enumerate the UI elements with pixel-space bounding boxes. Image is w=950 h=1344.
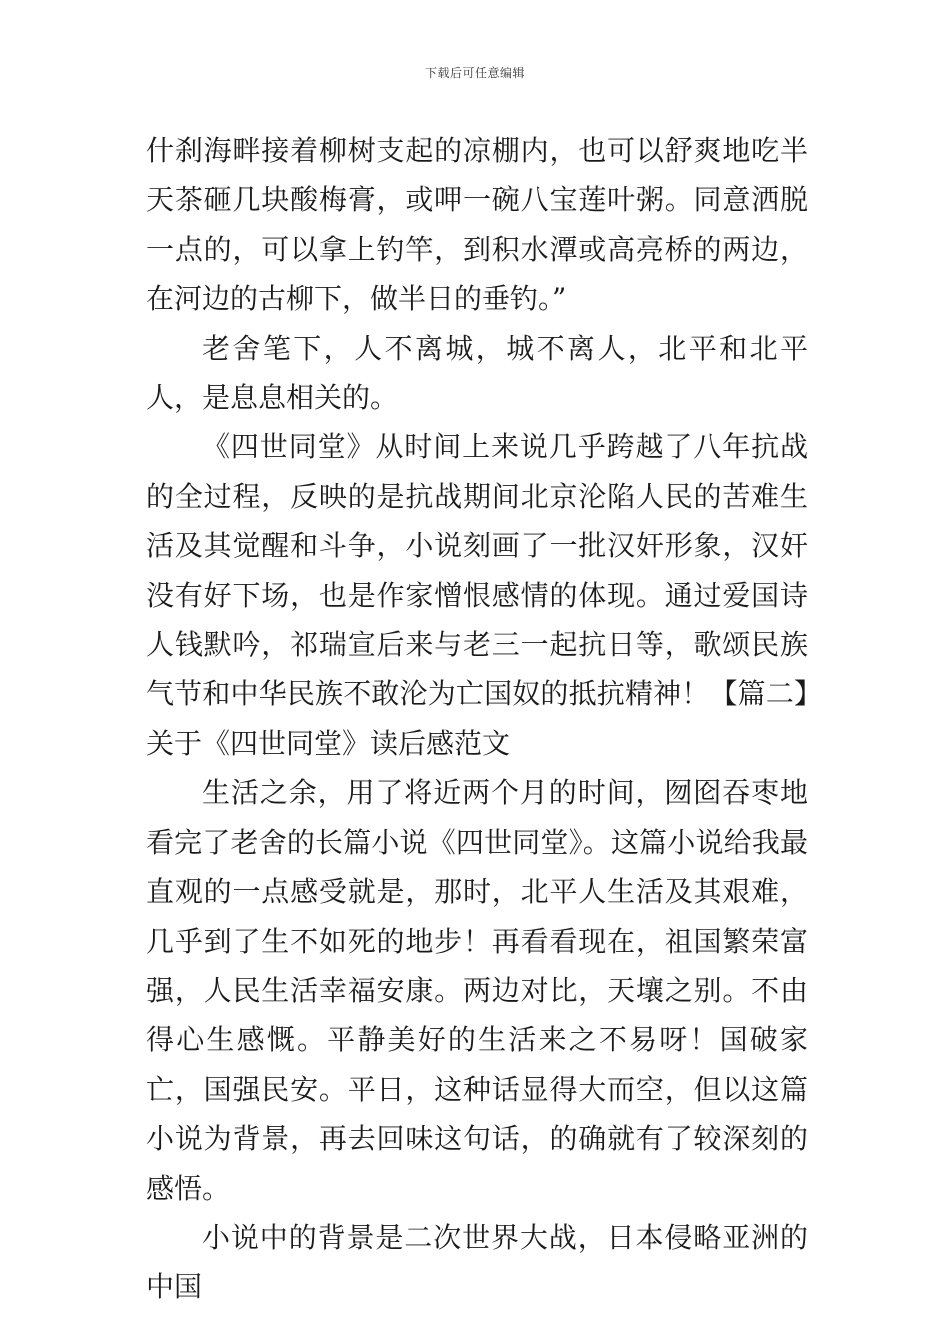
page-header: 下载后可任意编辑 bbox=[424, 66, 525, 80]
paragraph-2: 老舍笔下，人不离城，城不离人，北平和北平人，是息息相关的。 bbox=[146, 331, 808, 415]
body-text bbox=[146, 126, 808, 1312]
paragraph-3: 《四世同堂》从时间上来说几乎跨越了八年抗战的全过程，反映的是抗战期间北京沦陷人民的苦难生活及其觉醒和斗争，小说刻画了一批汉奸形象，汉奸没有好下场，也是作家憎恨感情的体现。通过爱国诗人钱默吟，祁瑞宣后来与老三一起抗日等，歌颂民族气节和中华民族不敢沦为亡国奴的抵抗精神！【篇二】关于《四世同堂》读后感范文 bbox=[146, 430, 808, 760]
paragraph-4: 生活之余，用了将近两个月的时间，囫囵吞枣地看完了老舍的长篇小说《四世同堂》。这篇小说给我最直观的一点感受就是，那时，北平人生活及其艰难，几乎到了生不如死的地步！再看看现在，祖国繁荣富强，人民生活幸福安康。两边对比，天壤之别。不由得心生感慨。平静美好的生活来之不易呀！国破家亡，国强民安。平日，这种话显得大而空，但以这篇小说为背景，再去回味这句话，的确就有了较深刻的感悟。 bbox=[146, 776, 808, 1205]
paragraph-5: 小说中的背景是二次世界大战，日本侵略亚洲的中国 bbox=[146, 1220, 808, 1304]
paragraph-1: 什刹海畔接着柳树支起的凉棚内，也可以舒爽地吃半天茶砸几块酸梅膏，或呷一碗八宝莲叶粥。同意洒脱一点的，可以拿上钓竿，到积水潭或高亮桥的两边，在河边的古柳下，做半日的垂钓。” bbox=[146, 134, 808, 316]
